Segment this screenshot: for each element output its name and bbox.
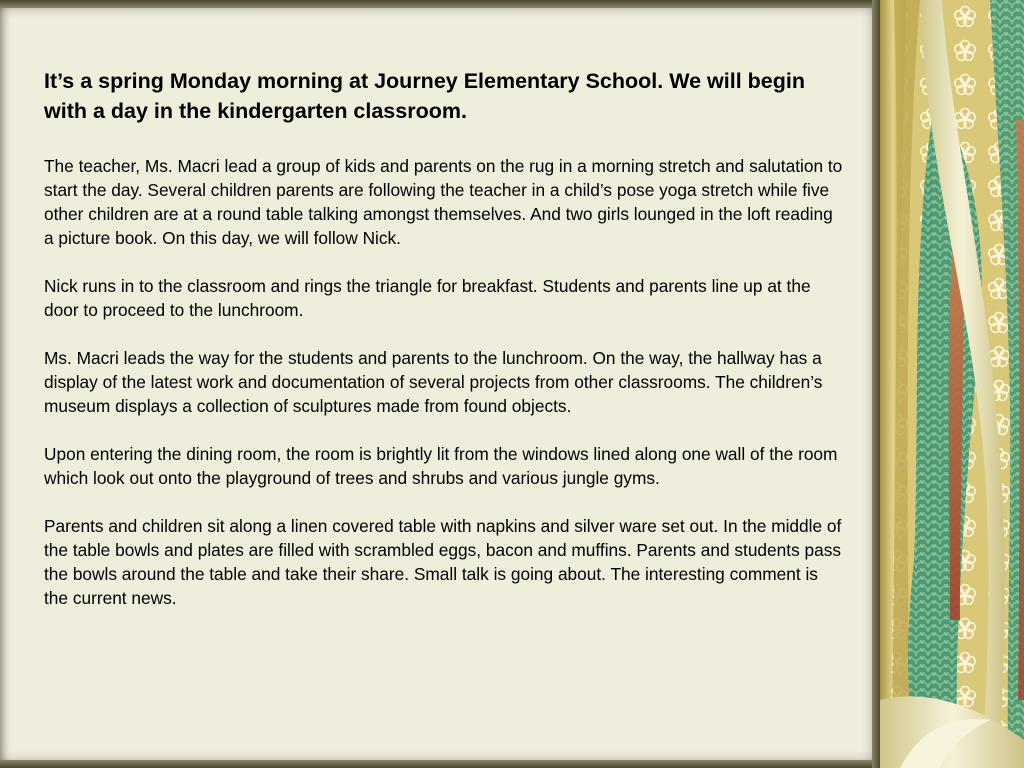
paragraph-5: Parents and children sit along a linen covered table with napkins and silver ware set out. In the middle of the table bowls and plates are filled with scrambled eggs, bacon and muffins. Parents and students pass the bowls around the table and take their share. Small talk is going about. The interesting comment is the current news. [44, 516, 842, 608]
frame-bottom-border [0, 760, 880, 768]
paragraph-1: The teacher, Ms. Macri lead a group of kids and parents on the rug in a morning stretch and salutation to start the day. Several children parents are following the teacher in a child’s pose yoga stretch while five other children are at a round table talking amongst themselves. And two girls lounged in the loft reading a picture book. On this day, we will follow Nick. [44, 156, 843, 248]
floral-pattern-icon [880, 0, 1024, 768]
paragraph-4: Upon entering the dining room, the room is brightly lit from the windows lined along one wall of the room which look out onto the playground of trees and shrubs and various jungle gyms. [44, 444, 838, 488]
slide-body [44, 66, 844, 634]
paragraph-3: Ms. Macri leads the way for the students and parents to the lunchroom. On the way, the hallway has a display of the latest work and documentation of several projects from other classrooms. The children’s museum displays a collection of sculptures made from found objects. [44, 348, 823, 416]
paragraph-2: Nick runs in to the classroom and rings the triangle for breakfast. Students and parents line up at the door to proceed to the lunchroom. [44, 276, 811, 320]
frame-top-border [0, 0, 880, 8]
slide-heading: It’s a spring Monday morning at Journey Elementary School. We will begin with a day in the kindergarten classroom. [44, 69, 805, 123]
decorative-side-panel [880, 0, 1024, 768]
